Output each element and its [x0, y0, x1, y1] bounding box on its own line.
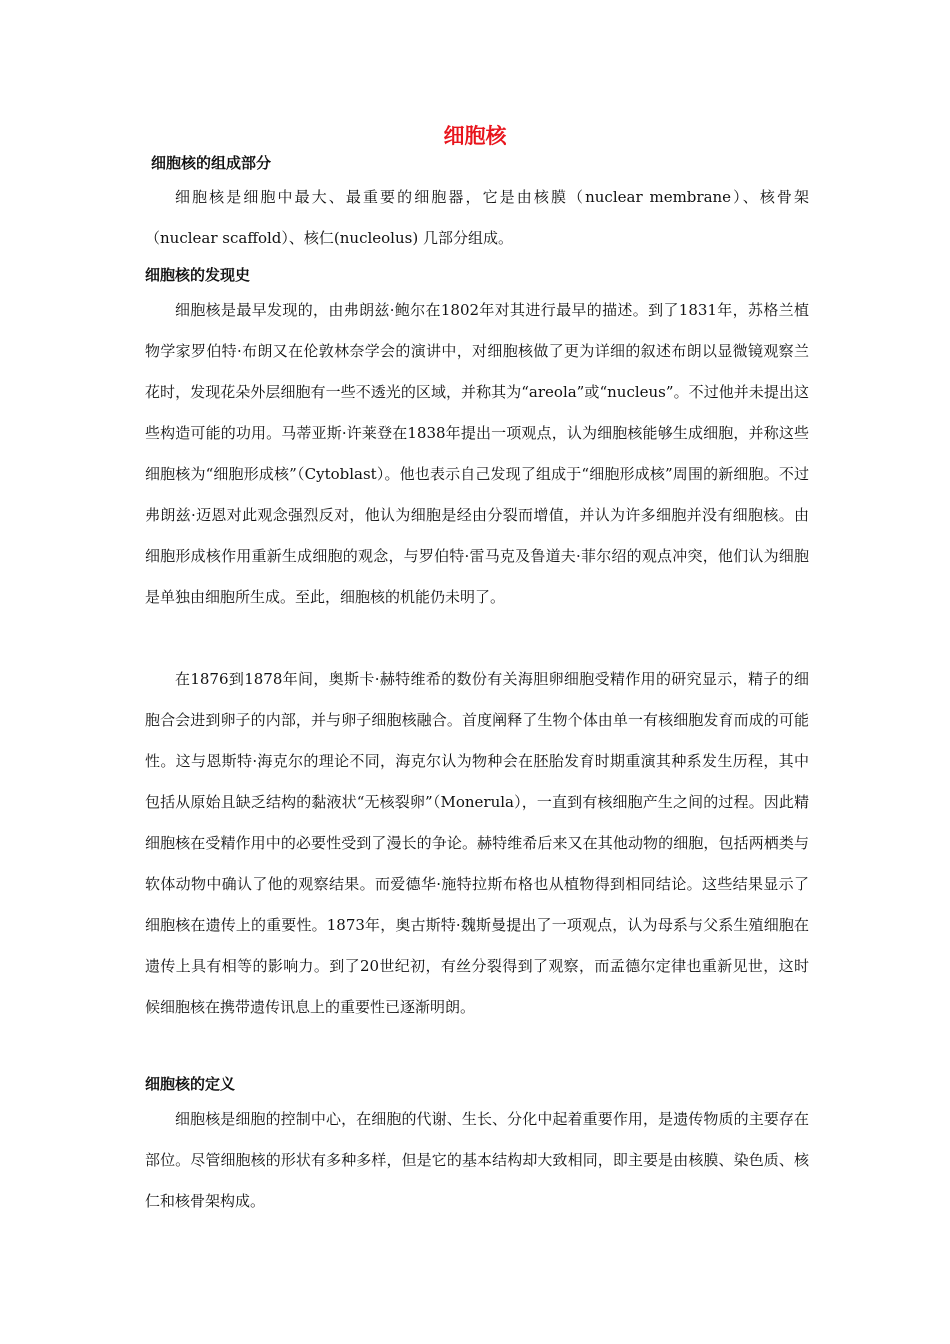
section-heading-composition: 细胞核的组成部分 [151, 154, 272, 172]
document-title: 细胞核 [443, 124, 507, 148]
paragraph-history-1: 细胞核是最早发现的，由弗朗兹·鲍尔在1802年对其进行最早的描述。到了1831年，苏格兰植物学家罗伯特·布朗又在伦敦林奈学会的演讲中，对细胞核做了更为详细的叙述布朗以显微镜观察兰花时，发现花朵外层细胞有一些不透光的区域，并称其为“areola”或“nucleus”。不过他并未提出这些构造可能的功用。马蒂亚斯·许莱登在1838年提出一项观点，认为细胞核能够生成细胞，并称这些细胞核为“细胞形成核”（Cytoblast）。他也表示自己发现了组成于“细胞形成核”周围的新细胞。不过弗朗兹·迈恩对此观念强烈反对，他认为细胞是经由分裂而增值，并认为许多细胞并没有细胞核。由细胞形成核作用重新生成细胞的观念，与罗伯特·雷马克及鲁道夫·菲尔绍的观点冲突，他们认为细胞是单独由细胞所生成。至此，细胞核的机能仍未明了。 [145, 301, 809, 606]
section-heading-definition: 细胞核的定义 [145, 1075, 236, 1093]
paragraph-history-2: 在1876到1878年间，奥斯卡·赫特维希的数份有关海胆卵细胞受精作用的研究显示，精子的细胞合会进到卵子的内部，并与卵子细胞核融合。首度阐释了生物个体由单一有核细胞发育而成的可能性。这与恩斯特·海克尔的理论不同，海克尔认为物种会在胚胎发育时期重演其种系发生历程，其中包括从原始且缺乏结构的黏液状“无核裂卵”（Monerula），一直到有核细胞产生之间的过程。因此精细胞核在受精作用中的必要性受到了漫长的争论。赫特维希后来又在其他动物的细胞，包括两栖类与软体动物中确认了他的观察结果。而爱德华·施特拉斯布格也从植物得到相同结论。这些结果显示了细胞核在遗传上的重要性。1873年，奥古斯特·魏斯曼提出了一项观点，认为母系与父系生殖细胞在遗传上具有相等的影响力。到了20世纪初，有丝分裂得到了观察，而孟德尔定律也重新见世，这时候细胞核在携带遗传讯息上的重要性已逐渐明朗。 [145, 670, 809, 1016]
section-heading-history: 细胞核的发现史 [145, 266, 251, 284]
paragraph-definition: 细胞核是细胞的控制中心，在细胞的代谢、生长、分化中起着重要作用，是遗传物质的主要存在部位。尽管细胞核的形状有多种多样，但是它的基本结构却大致相同，即主要是由核膜、染色质、核仁和核骨架构成。 [145, 1110, 809, 1210]
paragraph-composition: 细胞核是细胞中最大、最重要的细胞器，它是由核膜（nuclear membrane）、核骨架（nuclear scaffold）、核仁(nucleolus) 几部分组成。 [145, 188, 809, 247]
